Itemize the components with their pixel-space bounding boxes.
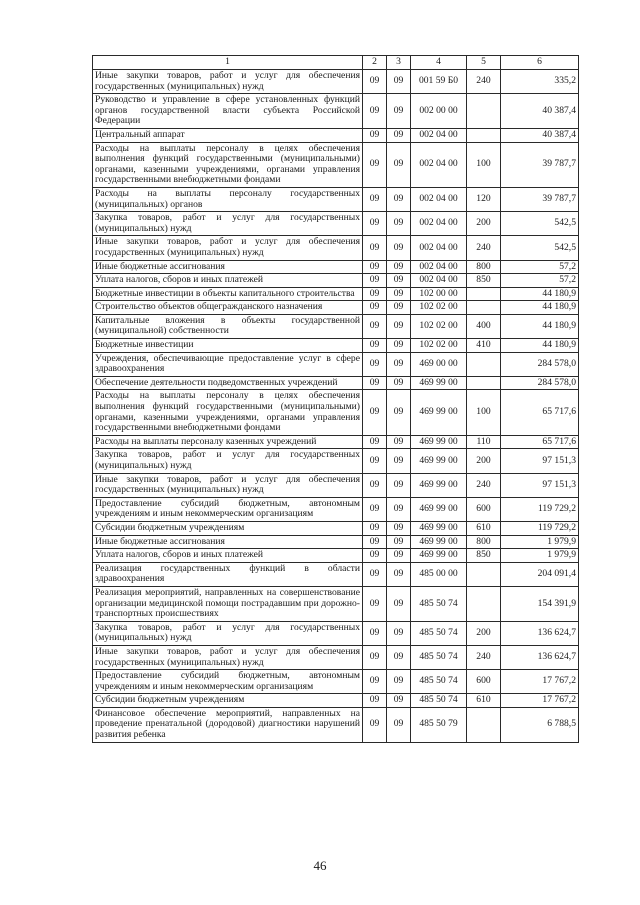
- cell-amount: 57,2: [501, 274, 579, 288]
- cell-section: 09: [363, 497, 387, 521]
- cell-target: 485 50 74: [411, 694, 467, 708]
- cell-expense-type: [467, 128, 501, 142]
- table-row: [93, 521, 579, 535]
- cell-section: 09: [363, 94, 387, 129]
- cell-name: Иные закупки товаров, работ и услуг для обеспечения государственных (муниципальных) нужд: [93, 645, 363, 669]
- cell-target: 469 99 00: [411, 376, 467, 390]
- cell-section: 09: [363, 473, 387, 497]
- cell-subsection: 09: [387, 301, 411, 315]
- cell-target: 485 50 74: [411, 586, 467, 621]
- cell-target: 102 02 00: [411, 314, 467, 338]
- cell-expense-type: [467, 301, 501, 315]
- cell-target: 102 02 00: [411, 339, 467, 353]
- cell-name: Уплата налогов, сборов и иных платежей: [93, 274, 363, 288]
- cell-amount: 44 180,9: [501, 287, 579, 301]
- cell-section: 09: [363, 260, 387, 274]
- cell-name: Закупка товаров, работ и услуг для государственных (муниципальных) нужд: [93, 449, 363, 473]
- cell-section: 09: [363, 586, 387, 621]
- cell-name: Субсидии бюджетным учреждениям: [93, 521, 363, 535]
- cell-subsection: 09: [387, 586, 411, 621]
- cell-target: 469 99 00: [411, 497, 467, 521]
- cell-section: 09: [363, 70, 387, 94]
- cell-target: 002 04 00: [411, 128, 467, 142]
- cell-expense-type: 200: [467, 621, 501, 645]
- table-row: [93, 70, 579, 94]
- cell-amount: 17 767,2: [501, 670, 579, 694]
- table-row: [93, 128, 579, 142]
- cell-expense-type: [467, 586, 501, 621]
- cell-subsection: 09: [387, 94, 411, 129]
- cell-section: 09: [363, 535, 387, 549]
- cell-subsection: 09: [387, 274, 411, 288]
- cell-name: Обеспечение деятельности подведомственных учреждений: [93, 376, 363, 390]
- table-row: [93, 473, 579, 497]
- cell-subsection: 09: [387, 670, 411, 694]
- cell-expense-type: 110: [467, 435, 501, 449]
- cell-name: Иные бюджетные ассигнования: [93, 260, 363, 274]
- cell-name: Расходы на выплаты персоналу государственных (муниципальных) органов: [93, 187, 363, 211]
- cell-subsection: 09: [387, 212, 411, 236]
- cell-amount: 39 787,7: [501, 187, 579, 211]
- cell-expense-type: 200: [467, 212, 501, 236]
- cell-amount: 39 787,7: [501, 142, 579, 187]
- cell-subsection: 09: [387, 352, 411, 376]
- cell-section: 09: [363, 274, 387, 288]
- cell-target: 002 04 00: [411, 187, 467, 211]
- table-row: [93, 497, 579, 521]
- cell-target: 485 50 74: [411, 670, 467, 694]
- cell-section: 09: [363, 287, 387, 301]
- cell-name: Центральный аппарат: [93, 128, 363, 142]
- header-col-name: 1: [93, 56, 363, 70]
- header-col-amount: 6: [501, 56, 579, 70]
- cell-target: 002 04 00: [411, 142, 467, 187]
- cell-section: 09: [363, 187, 387, 211]
- table-row: [93, 352, 579, 376]
- cell-target: 001 59 Б0: [411, 70, 467, 94]
- cell-expense-type: 240: [467, 236, 501, 260]
- cell-name: Руководство и управление в сфере установленных функций органов государственной власти субъекта Российской Федерации: [93, 94, 363, 129]
- table-row: [93, 694, 579, 708]
- table-row: [93, 562, 579, 586]
- cell-section: 09: [363, 645, 387, 669]
- cell-amount: 6 788,5: [501, 707, 579, 742]
- cell-expense-type: 240: [467, 70, 501, 94]
- table-row: [93, 142, 579, 187]
- cell-name: Закупка товаров, работ и услуг для государственных (муниципальных) нужд: [93, 212, 363, 236]
- cell-expense-type: [467, 94, 501, 129]
- cell-subsection: 09: [387, 645, 411, 669]
- cell-amount: 119 729,2: [501, 521, 579, 535]
- cell-target: 002 04 00: [411, 236, 467, 260]
- cell-target: 002 04 00: [411, 260, 467, 274]
- cell-amount: 65 717,6: [501, 390, 579, 435]
- cell-expense-type: [467, 352, 501, 376]
- table-row: [93, 376, 579, 390]
- table-row: [93, 670, 579, 694]
- cell-expense-type: 610: [467, 694, 501, 708]
- table-row: [93, 236, 579, 260]
- table-row: [93, 94, 579, 129]
- page-number: 46: [313, 858, 327, 873]
- cell-expense-type: [467, 287, 501, 301]
- cell-subsection: 09: [387, 187, 411, 211]
- cell-target: 469 00 00: [411, 352, 467, 376]
- cell-subsection: 09: [387, 473, 411, 497]
- cell-name: Финансовое обеспечение мероприятий, направленных на проведение пренатальной (дородовой) диагностики нарушений развития ребенка: [93, 707, 363, 742]
- cell-amount: 335,2: [501, 70, 579, 94]
- cell-expense-type: 600: [467, 670, 501, 694]
- header-col-subsection: 3: [387, 56, 411, 70]
- table-row: [93, 621, 579, 645]
- cell-section: 09: [363, 521, 387, 535]
- cell-section: 09: [363, 621, 387, 645]
- table-row: [93, 707, 579, 742]
- table-row: [93, 435, 579, 449]
- table-body: [93, 70, 579, 743]
- cell-section: 09: [363, 707, 387, 742]
- cell-expense-type: 200: [467, 449, 501, 473]
- table-row: [93, 287, 579, 301]
- cell-amount: 57,2: [501, 260, 579, 274]
- table-row: [93, 449, 579, 473]
- table-row: [93, 301, 579, 315]
- cell-subsection: 09: [387, 287, 411, 301]
- cell-name: Иные бюджетные ассигнования: [93, 535, 363, 549]
- cell-expense-type: 410: [467, 339, 501, 353]
- cell-expense-type: 240: [467, 645, 501, 669]
- cell-section: 09: [363, 339, 387, 353]
- cell-amount: 204 091,4: [501, 562, 579, 586]
- cell-section: 09: [363, 670, 387, 694]
- cell-amount: 65 717,6: [501, 435, 579, 449]
- table-row: [93, 212, 579, 236]
- cell-subsection: 09: [387, 376, 411, 390]
- cell-target: 469 99 00: [411, 549, 467, 563]
- cell-target: 485 50 74: [411, 645, 467, 669]
- table-row: [93, 187, 579, 211]
- cell-target: 102 02 00: [411, 301, 467, 315]
- cell-section: 09: [363, 376, 387, 390]
- cell-target: 002 00 00: [411, 94, 467, 129]
- cell-amount: 97 151,3: [501, 449, 579, 473]
- cell-amount: 17 767,2: [501, 694, 579, 708]
- cell-target: 469 99 00: [411, 535, 467, 549]
- table-row: [93, 314, 579, 338]
- cell-target: 469 99 00: [411, 521, 467, 535]
- cell-expense-type: 100: [467, 142, 501, 187]
- cell-amount: 44 180,9: [501, 314, 579, 338]
- table-row: [93, 339, 579, 353]
- cell-amount: 97 151,3: [501, 473, 579, 497]
- cell-amount: 154 391,9: [501, 586, 579, 621]
- cell-subsection: 09: [387, 339, 411, 353]
- cell-amount: 40 387,4: [501, 128, 579, 142]
- cell-name: Бюджетные инвестиции: [93, 339, 363, 353]
- cell-expense-type: 610: [467, 521, 501, 535]
- cell-amount: 1 979,9: [501, 549, 579, 563]
- cell-amount: 40 387,4: [501, 94, 579, 129]
- cell-target: 485 50 74: [411, 621, 467, 645]
- cell-name: Реализация мероприятий, направленных на совершенствование организации медицинской помощи пострадавшим при дорожно-транспортных происшествиях: [93, 586, 363, 621]
- cell-name: Расходы на выплаты персоналу в целях обеспечения выполнения функций государственными (муниципальными) органами, казенными учреждениями, органами управления государственными внебюджетными фондами: [93, 390, 363, 435]
- cell-subsection: 09: [387, 236, 411, 260]
- table-row: [93, 390, 579, 435]
- cell-amount: 136 624,7: [501, 621, 579, 645]
- cell-expense-type: 600: [467, 497, 501, 521]
- cell-target: 469 99 00: [411, 473, 467, 497]
- cell-subsection: 09: [387, 621, 411, 645]
- cell-subsection: 09: [387, 707, 411, 742]
- cell-amount: 542,5: [501, 236, 579, 260]
- cell-expense-type: 850: [467, 549, 501, 563]
- cell-section: 09: [363, 301, 387, 315]
- cell-section: 09: [363, 212, 387, 236]
- cell-expense-type: 850: [467, 274, 501, 288]
- table-row: [93, 549, 579, 563]
- cell-expense-type: [467, 707, 501, 742]
- cell-subsection: 09: [387, 562, 411, 586]
- cell-amount: 44 180,9: [501, 339, 579, 353]
- cell-target: 102 00 00: [411, 287, 467, 301]
- table-row: [93, 274, 579, 288]
- cell-section: 09: [363, 435, 387, 449]
- cell-amount: 542,5: [501, 212, 579, 236]
- header-col-expense-type: 5: [467, 56, 501, 70]
- budget-table: [92, 55, 579, 743]
- cell-name: Иные закупки товаров, работ и услуг для обеспечения государственных (муниципальных) нужд: [93, 236, 363, 260]
- cell-amount: 44 180,9: [501, 301, 579, 315]
- cell-name: Предоставление субсидий бюджетным, автономным учреждениям и иным некоммерческим организациям: [93, 670, 363, 694]
- cell-amount: 284 578,0: [501, 376, 579, 390]
- cell-expense-type: 400: [467, 314, 501, 338]
- cell-name: Расходы на выплаты персоналу казенных учреждений: [93, 435, 363, 449]
- cell-expense-type: [467, 376, 501, 390]
- cell-subsection: 09: [387, 142, 411, 187]
- cell-subsection: 09: [387, 549, 411, 563]
- cell-amount: 136 624,7: [501, 645, 579, 669]
- cell-subsection: 09: [387, 694, 411, 708]
- cell-expense-type: [467, 562, 501, 586]
- cell-section: 09: [363, 314, 387, 338]
- table-row: [93, 260, 579, 274]
- cell-name: Уплата налогов, сборов и иных платежей: [93, 549, 363, 563]
- header-col-section: 2: [363, 56, 387, 70]
- cell-subsection: 09: [387, 128, 411, 142]
- cell-subsection: 09: [387, 521, 411, 535]
- cell-amount: 119 729,2: [501, 497, 579, 521]
- cell-section: 09: [363, 128, 387, 142]
- cell-name: Бюджетные инвестиции в объекты капитального строительства: [93, 287, 363, 301]
- cell-subsection: 09: [387, 435, 411, 449]
- cell-name: Закупка товаров, работ и услуг для государственных (муниципальных) нужд: [93, 621, 363, 645]
- cell-section: 09: [363, 390, 387, 435]
- cell-expense-type: 120: [467, 187, 501, 211]
- header-col-target: 4: [411, 56, 467, 70]
- cell-name: Капитальные вложения в объекты государственной (муниципальной) собственности: [93, 314, 363, 338]
- cell-name: Строительство объектов общегражданского назначения: [93, 301, 363, 315]
- table-row: [93, 645, 579, 669]
- cell-target: 002 04 00: [411, 274, 467, 288]
- cell-subsection: 09: [387, 497, 411, 521]
- cell-subsection: 09: [387, 70, 411, 94]
- cell-subsection: 09: [387, 535, 411, 549]
- cell-expense-type: 100: [467, 390, 501, 435]
- cell-section: 09: [363, 142, 387, 187]
- cell-section: 09: [363, 449, 387, 473]
- cell-target: 485 00 00: [411, 562, 467, 586]
- cell-name: Расходы на выплаты персоналу в целях обеспечения выполнения функций государственными (муниципальными) органами, казенными учреждениями, органами управления государственными внебюджетными фондами: [93, 142, 363, 187]
- cell-amount: 284 578,0: [501, 352, 579, 376]
- cell-subsection: 09: [387, 314, 411, 338]
- cell-section: 09: [363, 352, 387, 376]
- cell-name: Иные закупки товаров, работ и услуг для обеспечения государственных (муниципальных) нужд: [93, 473, 363, 497]
- table-row: [93, 586, 579, 621]
- cell-name: Субсидии бюджетным учреждениям: [93, 694, 363, 708]
- cell-section: 09: [363, 236, 387, 260]
- cell-subsection: 09: [387, 260, 411, 274]
- table-header-row: [93, 56, 579, 70]
- cell-section: 09: [363, 549, 387, 563]
- cell-expense-type: 240: [467, 473, 501, 497]
- cell-expense-type: 800: [467, 535, 501, 549]
- cell-name: Учреждения, обеспечивающие предоставление услуг в сфере здравоохранения: [93, 352, 363, 376]
- cell-name: Предоставление субсидий бюджетным, автономным учреждениям и иным некоммерческим организациям: [93, 497, 363, 521]
- cell-target: 002 04 00: [411, 212, 467, 236]
- cell-subsection: 09: [387, 390, 411, 435]
- cell-section: 09: [363, 562, 387, 586]
- cell-name: Иные закупки товаров, работ и услуг для обеспечения государственных (муниципальных) нужд: [93, 70, 363, 94]
- cell-section: 09: [363, 694, 387, 708]
- cell-name: Реализация государственных функций в области здравоохранения: [93, 562, 363, 586]
- cell-subsection: 09: [387, 449, 411, 473]
- cell-expense-type: 800: [467, 260, 501, 274]
- cell-target: 469 99 00: [411, 449, 467, 473]
- table-row: [93, 535, 579, 549]
- cell-target: 469 99 00: [411, 390, 467, 435]
- cell-target: 469 99 00: [411, 435, 467, 449]
- cell-amount: 1 979,9: [501, 535, 579, 549]
- cell-target: 485 50 79: [411, 707, 467, 742]
